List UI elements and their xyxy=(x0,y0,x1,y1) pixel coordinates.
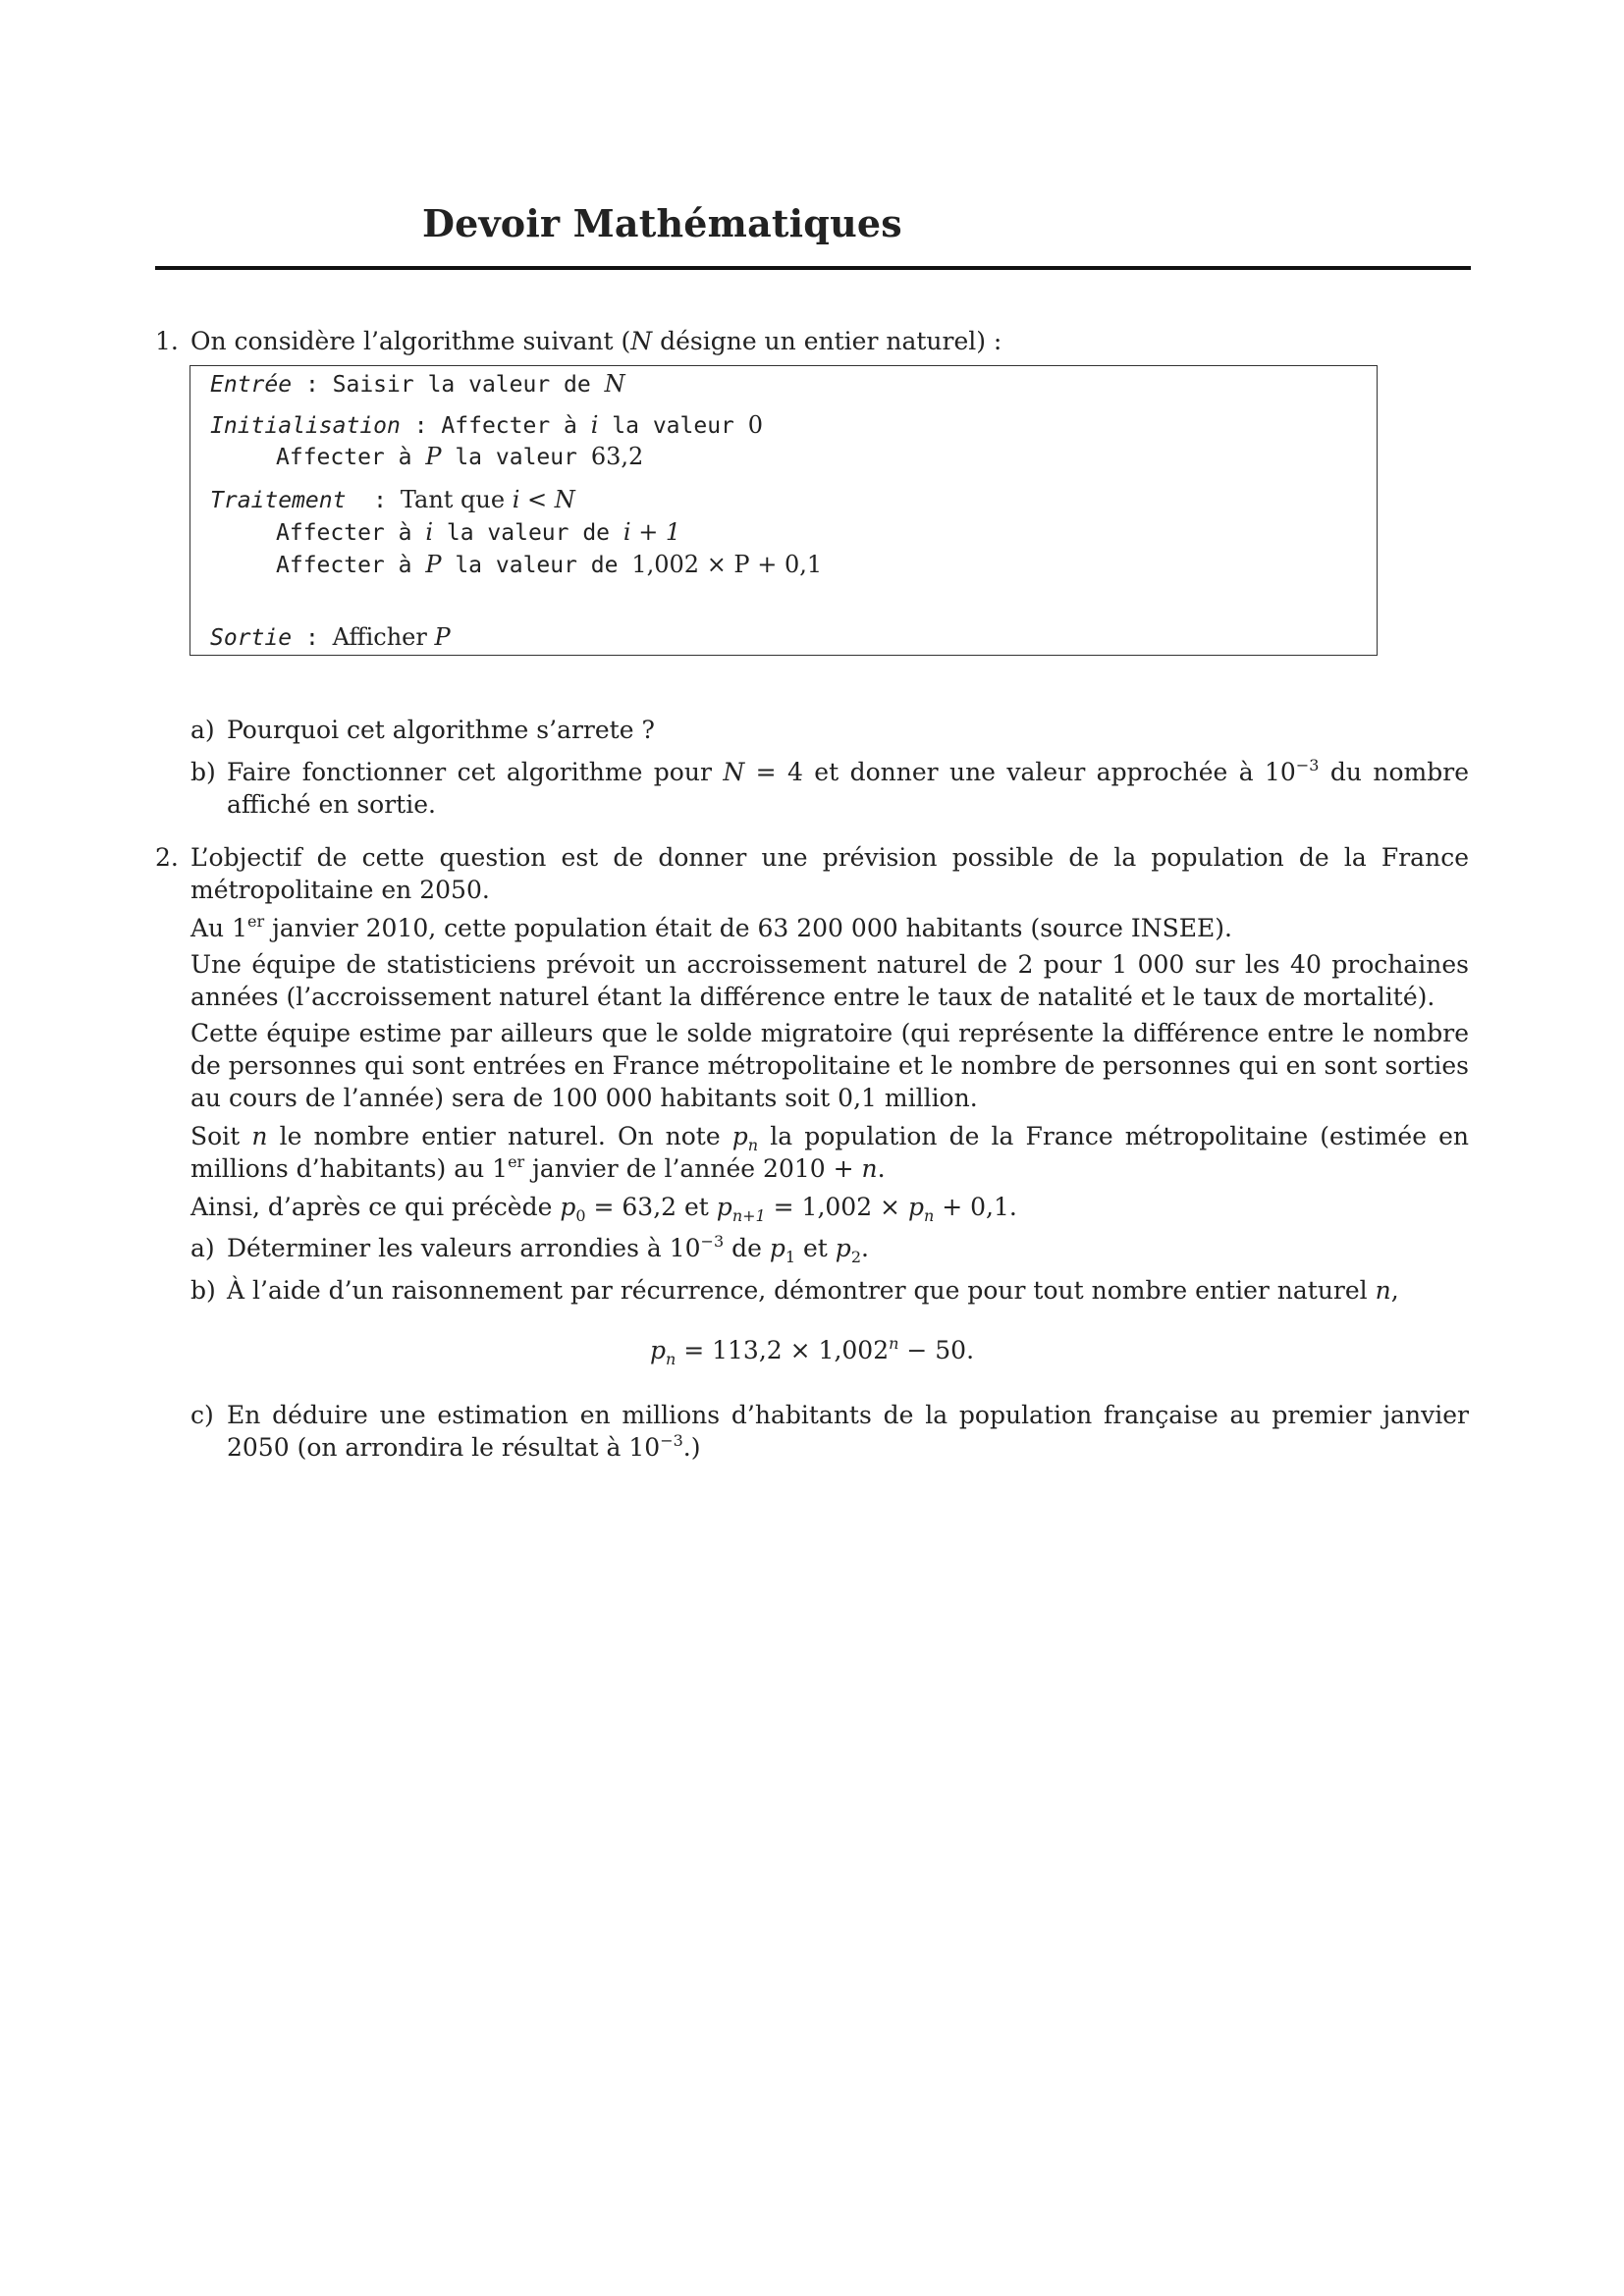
trait3-text-2: la valeur de xyxy=(441,553,632,578)
init2-text: Affecter à xyxy=(276,445,426,470)
q2-b-var-n: n xyxy=(1375,1276,1391,1305)
algo-init xyxy=(210,411,763,439)
formula-exponent: n xyxy=(889,1334,899,1353)
q2-p5-var-p: p xyxy=(731,1122,748,1150)
q2-a-text-4: . xyxy=(861,1234,869,1262)
title-rule xyxy=(155,266,1471,270)
formula-text-a: = 113,2 × 1,002 xyxy=(676,1336,890,1364)
intro-text: On considère l’algorithme suivant ( xyxy=(190,327,631,355)
q1-a-text: Pourquoi cet algorithme s’arrete ? xyxy=(227,716,655,744)
q2-a-text-2: de xyxy=(724,1234,770,1262)
trait3-expression: 1,002 × P + 0,1 xyxy=(631,551,823,578)
q2-paragraph-5 xyxy=(190,1120,1469,1185)
q1-b-label: b) xyxy=(190,758,216,786)
algo-traitement xyxy=(210,486,575,513)
init2-text-2: la valeur xyxy=(441,445,591,470)
q2-a-exponent: −3 xyxy=(700,1232,725,1251)
q2-paragraph-4: Cette équipe estime par ailleurs que le solde migratoire (qui représente la différence entre le nombre de personnes qui sont entrées en France métropolitaine et le nombre de personnes qui en sont sorties au cours de l’année) sera de 100 000 habitants soit 0,1 million. xyxy=(190,1019,1469,1112)
trait2-variable: i xyxy=(425,518,434,546)
formula-text-b: − 50. xyxy=(898,1336,975,1364)
keyword-entree: Entrée xyxy=(210,372,293,398)
trait2-text: Affecter à xyxy=(276,520,426,546)
q2-p5-var-n: n xyxy=(251,1122,268,1150)
q2-a-var-p1: p xyxy=(769,1234,785,1262)
page-title: Devoir Mathématiques xyxy=(422,201,902,245)
q2-p5-var-n2: n xyxy=(861,1154,878,1183)
q2-a-text-1: Déterminer les valeurs arrondies à 10 xyxy=(227,1234,701,1262)
intro-variable: N xyxy=(630,327,653,355)
q2-p6-sub0: 0 xyxy=(575,1206,586,1225)
q2-paragraph-2 xyxy=(190,912,1469,944)
q2-p5-text-b: le nombre entier naturel. On note xyxy=(267,1122,732,1150)
trait2-text-2: la valeur de xyxy=(433,520,623,546)
q2-b-text-1: À l’aide d’un raisonnement par récurrence, démontrer que pour tout nombre entier naturel xyxy=(227,1276,1376,1305)
q1-b-text xyxy=(227,756,1469,821)
init2-value: 63,2 xyxy=(590,443,644,470)
q2-formula xyxy=(0,1334,1624,1367)
algo-traitement-2 xyxy=(276,518,680,546)
formula-subscript: n xyxy=(665,1350,677,1368)
q2-a-sub1: 1 xyxy=(785,1248,796,1266)
q1-b-text-3: du nombre affiché en sortie. xyxy=(227,758,1469,819)
init-variable: i xyxy=(590,411,599,439)
q2-p5-subscript: n xyxy=(747,1136,759,1154)
init2-variable: P xyxy=(425,443,442,470)
q2-a-text-3: et xyxy=(795,1234,836,1262)
question-1-number: 1. xyxy=(155,327,179,355)
q2-p5-superscript: er xyxy=(508,1152,525,1171)
q2-paragraph-3: Une équipe de statisticiens prévoit un accroissement naturel de 2 pour 1 000 sur les 40 prochaines années (l’accroissement naturel étant la différence entre le taux de natalité et le taux de mortalité). xyxy=(190,950,1469,1011)
q2-b-text xyxy=(227,1274,1469,1307)
q2-c-text-1: En déduire une estimation en millions d’habitants de la population française au premier janvier 2050 (on arrondira le résultat à 10 xyxy=(227,1401,1469,1462)
q2-a-text xyxy=(227,1232,1469,1264)
q2-p2-text-b: janvier 2010, cette population était de 63 200 000 habitants (source INSEE). xyxy=(264,914,1232,942)
intro-text-end: désigne un entier naturel) : xyxy=(652,327,1002,355)
entree-text: : Saisir la valeur de xyxy=(292,372,605,398)
formula-var-p: p xyxy=(649,1336,666,1364)
q2-p5-text-a: Soit xyxy=(190,1122,252,1150)
init-text: : Affecter à xyxy=(400,413,591,439)
algo-init-2 xyxy=(276,443,643,470)
q2-p2-superscript: er xyxy=(247,912,265,931)
trait-text: Tant que xyxy=(400,486,513,513)
question-1-intro xyxy=(190,325,1001,358)
q2-p6-sub2: n xyxy=(923,1206,935,1225)
trait3-text: Affecter à xyxy=(276,553,426,578)
q2-c-text xyxy=(227,1399,1469,1464)
q2-p5-text-e: . xyxy=(877,1154,886,1183)
q2-c-label: c) xyxy=(190,1401,214,1429)
entree-variable: N xyxy=(604,370,625,398)
q2-p6-text-a: Ainsi, d’après ce qui précède xyxy=(190,1193,561,1221)
q2-paragraph-1: L’objectif de cette question est de donner une prévision possible de la population de la France métropolitaine en 2050. xyxy=(190,843,1469,904)
trait-separator: : xyxy=(346,488,401,513)
q1-b-text-1: Faire fonctionner cet algorithme pour xyxy=(227,758,724,786)
keyword-sortie: Sortie xyxy=(210,625,293,651)
q2-p6-sub1: n+1 xyxy=(731,1206,766,1225)
keyword-initialisation: Initialisation xyxy=(210,413,401,439)
q1-b-text-2: = 4 et donner une valeur approchée à 10 xyxy=(744,758,1296,786)
sortie-text: Afficher xyxy=(332,623,435,651)
keyword-traitement: Traitement xyxy=(210,488,347,513)
init-value: 0 xyxy=(747,411,764,439)
q2-a-label: a) xyxy=(190,1234,215,1262)
q2-paragraph-6 xyxy=(190,1191,1469,1223)
q2-p5-text-d: janvier de l’année 2010 + xyxy=(524,1154,862,1183)
question-2-number: 2. xyxy=(155,843,179,872)
q2-a-sub2: 2 xyxy=(850,1248,861,1266)
q2-p6-var-p1: p xyxy=(716,1193,732,1221)
q2-b-text-2: , xyxy=(1390,1276,1399,1305)
algo-sortie xyxy=(210,623,451,651)
sortie-separator: : xyxy=(292,625,333,651)
q2-c-text-2: .) xyxy=(682,1433,701,1462)
trait2-expression: i + 1 xyxy=(623,518,681,546)
q2-p2-text-a: Au 1 xyxy=(190,914,248,942)
algorithm-box xyxy=(189,365,1378,656)
q2-p5-text-c: la population de la France métropolitaine (estimée en millions d’habitants) au 1 xyxy=(190,1122,1470,1183)
trait3-variable: P xyxy=(425,551,442,578)
algo-entree xyxy=(210,370,625,398)
q2-p6-text-b: = 63,2 et xyxy=(585,1193,717,1221)
init-text-2: la valeur xyxy=(598,413,748,439)
q1-b-variable: N xyxy=(723,758,745,786)
q1-a-label: a) xyxy=(190,716,215,744)
algo-traitement-3 xyxy=(276,551,822,578)
q1-b-exponent: −3 xyxy=(1295,756,1320,774)
q2-c-exponent: −3 xyxy=(660,1431,683,1450)
q2-p6-var-p2: p xyxy=(907,1193,924,1221)
q2-a-var-p2: p xyxy=(835,1234,851,1262)
sortie-variable: P xyxy=(434,623,451,651)
q2-p6-text-c: = 1,002 × xyxy=(765,1193,908,1221)
trait-condition: i < N xyxy=(512,486,575,513)
q2-p6-text-d: + 0,1. xyxy=(934,1193,1017,1221)
q2-b-label: b) xyxy=(190,1276,216,1305)
q2-p6-var-p0: p xyxy=(560,1193,576,1221)
